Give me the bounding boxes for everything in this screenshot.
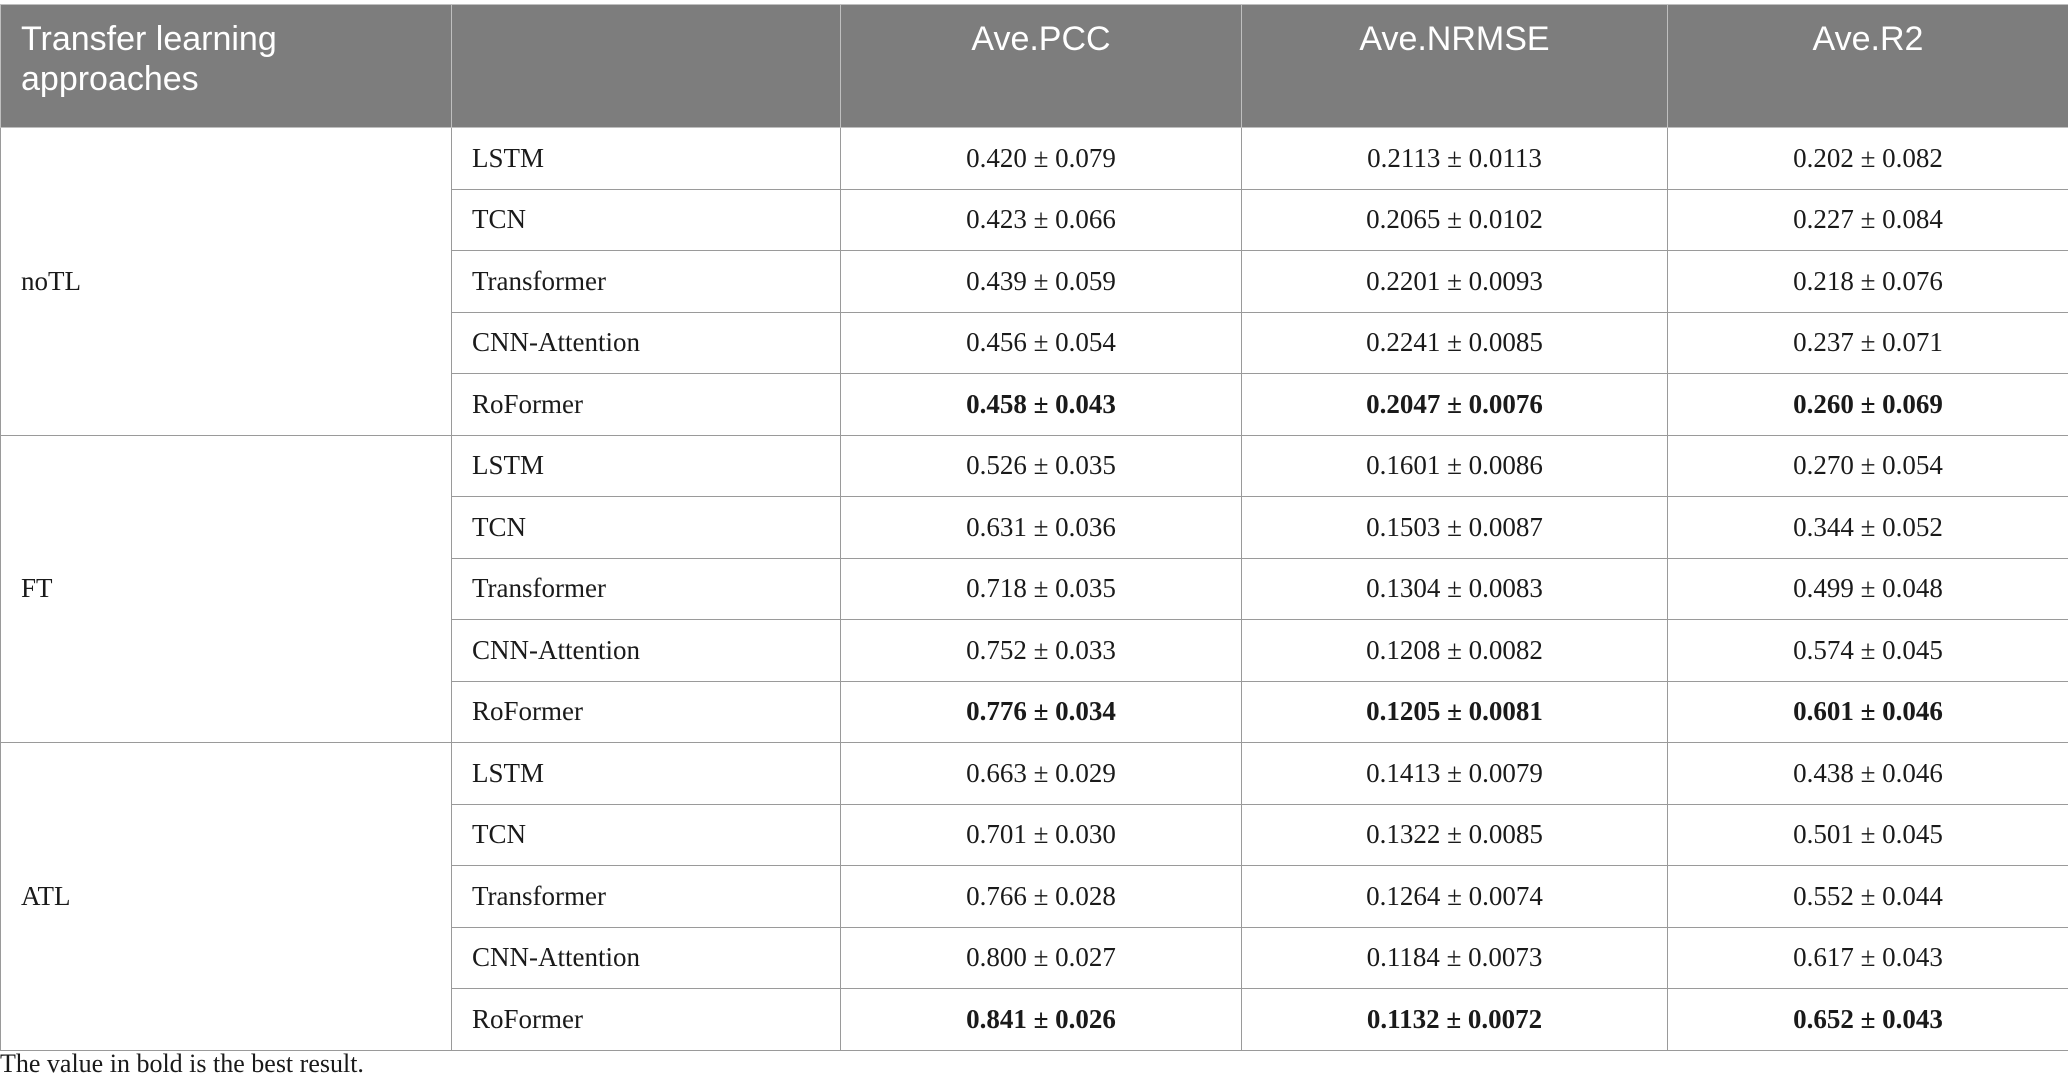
results-table [0, 4, 2068, 1051]
table-header-row [1, 5, 2068, 128]
header-approaches: Transfer learning approaches [1, 5, 452, 128]
r2-cell: 0.344 ± 0.052 [1668, 497, 2068, 559]
table-footnote: The value in bold is the best result. [0, 1049, 364, 1078]
header-ave-pcc: Ave.PCC [841, 5, 1242, 128]
nrmse-cell: 0.1264 ± 0.0074 [1242, 866, 1668, 928]
nrmse-cell: 0.2065 ± 0.0102 [1242, 189, 1668, 251]
r2-cell: 0.237 ± 0.071 [1668, 312, 2068, 374]
model-cell: RoFormer [452, 374, 841, 436]
model-cell: CNN-Attention [452, 620, 841, 682]
pcc-cell: 0.766 ± 0.028 [841, 866, 1242, 928]
r2-cell-best: 0.601 ± 0.046 [1668, 681, 2068, 743]
model-cell: Transformer [452, 251, 841, 313]
group-label-atl: ATL [1, 743, 452, 1051]
table-row [1, 435, 2068, 497]
model-cell: CNN-Attention [452, 312, 841, 374]
r2-cell: 0.574 ± 0.045 [1668, 620, 2068, 682]
r2-cell: 0.218 ± 0.076 [1668, 251, 2068, 313]
model-cell: TCN [452, 189, 841, 251]
pcc-cell: 0.800 ± 0.027 [841, 927, 1242, 989]
r2-cell: 0.552 ± 0.044 [1668, 866, 2068, 928]
pcc-cell: 0.439 ± 0.059 [841, 251, 1242, 313]
nrmse-cell: 0.2113 ± 0.0113 [1242, 128, 1668, 190]
pcc-cell-best: 0.776 ± 0.034 [841, 681, 1242, 743]
nrmse-cell-best: 0.1205 ± 0.0081 [1242, 681, 1668, 743]
pcc-cell-best: 0.458 ± 0.043 [841, 374, 1242, 436]
pcc-cell: 0.631 ± 0.036 [841, 497, 1242, 559]
header-ave-r2: Ave.R2 [1668, 5, 2068, 128]
pcc-cell: 0.752 ± 0.033 [841, 620, 1242, 682]
model-cell: RoFormer [452, 989, 841, 1051]
model-cell: CNN-Attention [452, 927, 841, 989]
r2-cell: 0.227 ± 0.084 [1668, 189, 2068, 251]
pcc-cell: 0.526 ± 0.035 [841, 435, 1242, 497]
header-model [452, 5, 841, 128]
model-cell: TCN [452, 804, 841, 866]
model-cell: RoFormer [452, 681, 841, 743]
nrmse-cell: 0.1208 ± 0.0082 [1242, 620, 1668, 682]
pcc-cell: 0.663 ± 0.029 [841, 743, 1242, 805]
r2-cell: 0.438 ± 0.046 [1668, 743, 2068, 805]
pcc-cell: 0.456 ± 0.054 [841, 312, 1242, 374]
pcc-cell-best: 0.841 ± 0.026 [841, 989, 1242, 1051]
r2-cell: 0.499 ± 0.048 [1668, 558, 2068, 620]
nrmse-cell: 0.2201 ± 0.0093 [1242, 251, 1668, 313]
r2-cell: 0.202 ± 0.082 [1668, 128, 2068, 190]
results-table-container [0, 4, 2068, 1051]
group-label-notl: noTL [1, 128, 452, 436]
model-cell: Transformer [452, 558, 841, 620]
table-row [1, 743, 2068, 805]
model-cell: LSTM [452, 128, 841, 190]
r2-cell: 0.270 ± 0.054 [1668, 435, 2068, 497]
pcc-cell: 0.423 ± 0.066 [841, 189, 1242, 251]
nrmse-cell: 0.1304 ± 0.0083 [1242, 558, 1668, 620]
r2-cell: 0.501 ± 0.045 [1668, 804, 2068, 866]
nrmse-cell: 0.1184 ± 0.0073 [1242, 927, 1668, 989]
r2-cell-best: 0.260 ± 0.069 [1668, 374, 2068, 436]
nrmse-cell: 0.2241 ± 0.0085 [1242, 312, 1668, 374]
nrmse-cell-best: 0.2047 ± 0.0076 [1242, 374, 1668, 436]
table-row [1, 128, 2068, 190]
model-cell: Transformer [452, 866, 841, 928]
pcc-cell: 0.718 ± 0.035 [841, 558, 1242, 620]
header-ave-nrmse: Ave.NRMSE [1242, 5, 1668, 128]
nrmse-cell: 0.1322 ± 0.0085 [1242, 804, 1668, 866]
model-cell: LSTM [452, 743, 841, 805]
model-cell: TCN [452, 497, 841, 559]
model-cell: LSTM [452, 435, 841, 497]
pcc-cell: 0.420 ± 0.079 [841, 128, 1242, 190]
nrmse-cell-best: 0.1132 ± 0.0072 [1242, 989, 1668, 1051]
nrmse-cell: 0.1601 ± 0.0086 [1242, 435, 1668, 497]
nrmse-cell: 0.1503 ± 0.0087 [1242, 497, 1668, 559]
r2-cell-best: 0.652 ± 0.043 [1668, 989, 2068, 1051]
pcc-cell: 0.701 ± 0.030 [841, 804, 1242, 866]
group-label-ft: FT [1, 435, 452, 743]
nrmse-cell: 0.1413 ± 0.0079 [1242, 743, 1668, 805]
r2-cell: 0.617 ± 0.043 [1668, 927, 2068, 989]
